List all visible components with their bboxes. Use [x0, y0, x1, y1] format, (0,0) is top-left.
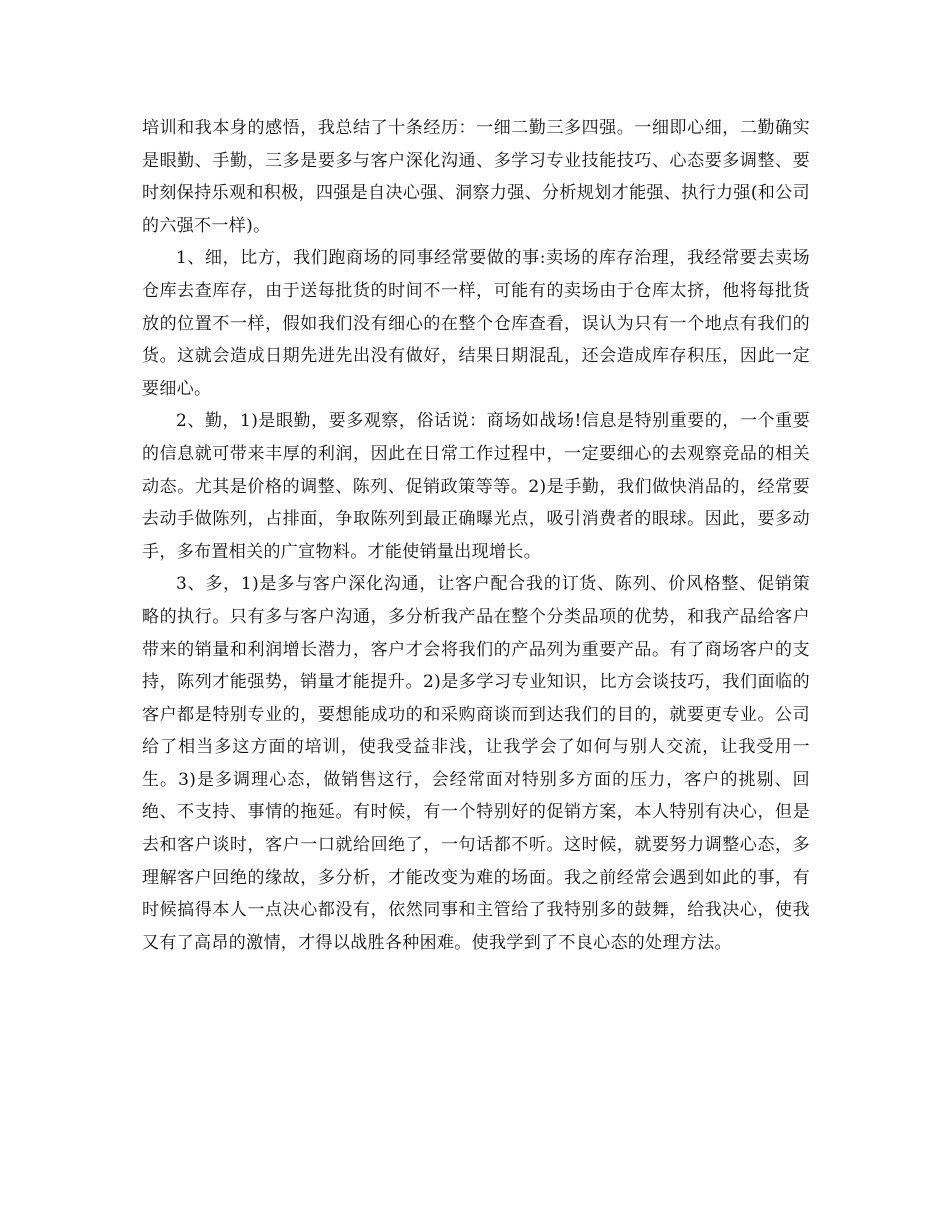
paragraph-point-2: 2、勤，1)是眼勤，要多观察，俗话说：商场如战场!信息是特别重要的，一个重要的信息就可带来丰厚的利润，因此在日常工作过程中，一定要细心的去观察竞品的相关动态。尤其是价格的调整、陈列、促销政策等等。2)是手勤，我们做快消品的，经常要去动手做陈列，占排面，争取陈列到最正确曝光点，吸引消费者的眼球。因此，要多动手，多布置相关的广宣物料。才能使销量出现增长。	[142, 411, 810, 562]
paragraph-point-1: 1、细，比方，我们跑商场的同事经常要做的事:卖场的库存治理，我经常要去卖场仓库去查库存，由于送每批货的时间不一样，可能有的卖场由于仓库太挤，他将每批货放的位置不一样，假如我们没有细心的在整个仓库查看，误认为只有一个地点有我们的货。这就会造成日期先进先出没有做好，结果日期混乱，还会造成库存积压，因此一定要细心。	[142, 248, 810, 399]
document-body	[142, 112, 810, 959]
paragraph-point-3: 3、多，1)是多与客户深化沟通，让客户配合我的订货、陈列、价风格整、促销策略的执行。只有多与客户沟通，多分析我产品在整个分类品项的优势，和我产品给客户带来的销量和利润增长潜力，客户才会将我们的产品列为重要产品。有了商场客户的支持，陈列才能强势，销量才能提升。2)是多学习专业知识，比方会谈技巧，我们面临的客户都是特别专业的，要想能成功的和采购商谈而到达我们的目的，就要更专业。公司给了相当多这方面的培训，使我受益非浅，让我学会了如何与别人交流，让我受用一生。3)是多调理心态，做销售这行，会经常面对特别多方面的压力，客户的挑剔、回绝、不支持、事情的拖延。有时候，有一个特别好的促销方案，本人特别有决心，但是去和客户谈时，客户一口就给回绝了，一句话都不听。这时候，就要努力调整心态，多理解客户回绝的缘故，多分析，才能改变为难的场面。我之前经常会遇到如此的事，有时候搞得本人一点决心都没有，依然同事和主管给了我特别多的鼓舞，给我决心，使我又有了高昂的激情，才得以战胜各种困难。使我学到了不良心态的处理方法。	[142, 574, 810, 953]
paragraph-intro: 培训和我本身的感悟，我总结了十条经历：一细二勤三多四强。一细即心细，二勤确实是眼勤、手勤，三多是要多与客户深化沟通、多学习专业技能技巧、心态要多调整、要时刻保持乐观和积极，四强是自决心强、洞察力强、分析规划才能强、执行力强(和公司的六强不一样)。	[142, 118, 810, 236]
